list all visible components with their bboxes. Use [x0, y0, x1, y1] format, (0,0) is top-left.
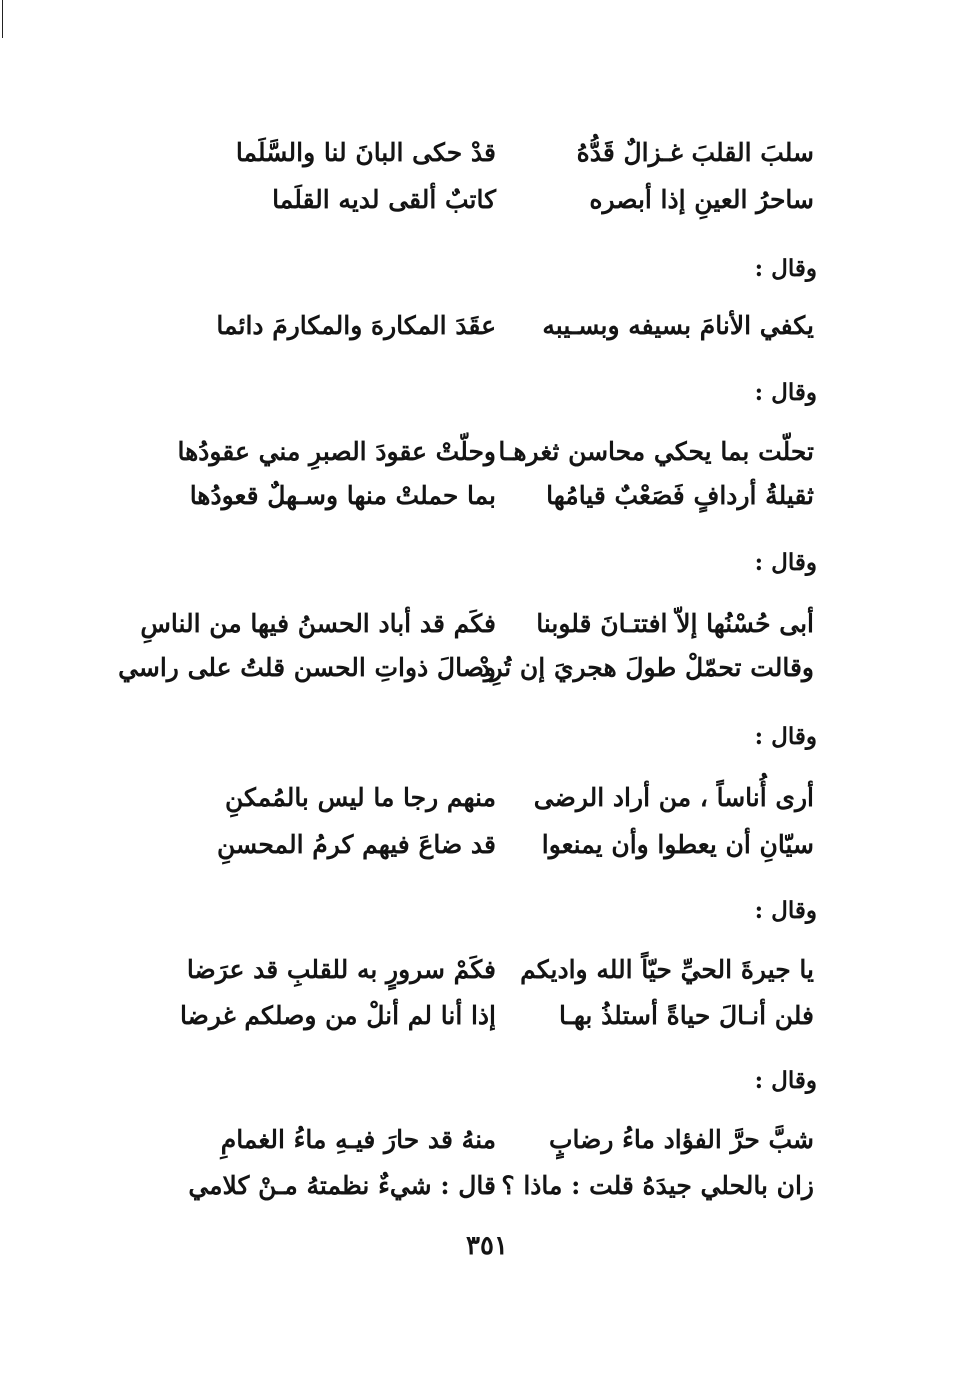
- verse-line: [0, 180, 974, 220]
- verse-first-hemistich: ساحرُ العينِ إذا أبصره: [589, 185, 814, 214]
- verse-first-hemistich: ثقيلةُ أردافٍ فَصَعْبٌ قيامُها: [546, 481, 814, 510]
- verse-second-hemistich: فكَمْ سرورٍ به للقلبِ قد عرَضا: [186, 955, 496, 984]
- verse-first-hemistich: وقالت تحمّلْ طولَ هجريَ إن تُرِدْ: [479, 653, 814, 682]
- verse-line: [0, 1120, 974, 1160]
- verse-line: [0, 778, 974, 818]
- verse-second-hemistich: كاتبٌ ألقى لديه القلَما: [272, 185, 496, 214]
- verse-first-hemistich: سلبَ القلبَ غـزالٌ قَدُّهُ: [576, 138, 814, 167]
- verse-line: [0, 306, 974, 346]
- verse-first-hemistich: زان بالحلي جيدَهُ قلت : ماذا ؟: [501, 1171, 814, 1200]
- verse-second-hemistich: عقَدَ المكارهَ والمكارمَ دائما: [216, 311, 496, 340]
- poem-intro: وقال :: [754, 723, 817, 750]
- verse-first-hemistich: يا جيرةَ الحيِّ حيّاً الله واديكم: [520, 955, 814, 984]
- verse-line: [0, 648, 974, 688]
- verse-second-hemistich: قد ضاعَ فيهم كرمُ المحسنِ: [217, 830, 496, 859]
- verse-first-hemistich: أرى أُناساً ، من أراد الرضى: [533, 783, 814, 812]
- poem-intro: وقال :: [754, 1067, 817, 1094]
- verse-line: [0, 432, 974, 472]
- verse-line: [0, 604, 974, 644]
- verse-first-hemistich: أبى حُسْنُها إلاّ افتتـانَ قلوبنا: [536, 609, 814, 638]
- verse-first-hemistich: شبَّ حرَّ الفؤاد ماءُ رضابٍ: [549, 1125, 814, 1154]
- verse-first-hemistich: تحلّت بما يحكي محاسن ثغرهـا: [498, 437, 814, 466]
- verse-second-hemistich: منهُ قد حارَ فيـهِ ماءُ الغمامِ: [220, 1125, 496, 1154]
- poem-intro: وقال :: [754, 897, 817, 924]
- poem-intro: وقال :: [754, 255, 817, 282]
- verse-second-hemistich: قدْ حكى البانَ لنا والسَّلَما: [235, 138, 496, 167]
- verse-second-hemistich: وحلّتْ عقودَ الصبرِ مني عقودُها: [177, 437, 496, 466]
- verse-second-hemistich: وصالَ ذواتِ الحسن قلتُ على راسي: [118, 653, 496, 682]
- verse-line: [0, 825, 974, 865]
- verse-line: [0, 133, 974, 173]
- verse-first-hemistich: يكفي الأنامَ بسيفه وبسـيبه: [542, 311, 814, 340]
- verse-second-hemistich: منهم رجا ما ليس بالمُمكنِ: [224, 783, 496, 812]
- verse-second-hemistich: بما حملتْ منها وسـهلٌ قعودُها: [189, 481, 496, 510]
- verse-line: [0, 996, 974, 1036]
- verse-line: [0, 950, 974, 990]
- verse-first-hemistich: فلن أنـالَ حياةً أستلذُ بهـا: [558, 1001, 814, 1030]
- poem-intro: وقال :: [754, 549, 817, 576]
- poem-intro: وقال :: [754, 379, 817, 406]
- verse-second-hemistich: إذا أنا لم أنلْ من وصلكم غرضا: [179, 1001, 496, 1030]
- page-number: ٣٥١: [466, 1231, 508, 1261]
- verse-line: [0, 476, 974, 516]
- verse-line: [0, 1166, 974, 1206]
- page-edge-mark: [2, 0, 3, 38]
- verse-second-hemistich: فكَم قد أباد الحسنُ فيها من الناسِ: [140, 609, 496, 638]
- verse-first-hemistich: سيّانِ أن يعطوا وأن يمنعوا: [541, 830, 814, 859]
- verse-second-hemistich: قال : شيءٌ نظمتهُ مـنْ كلامي: [188, 1171, 496, 1200]
